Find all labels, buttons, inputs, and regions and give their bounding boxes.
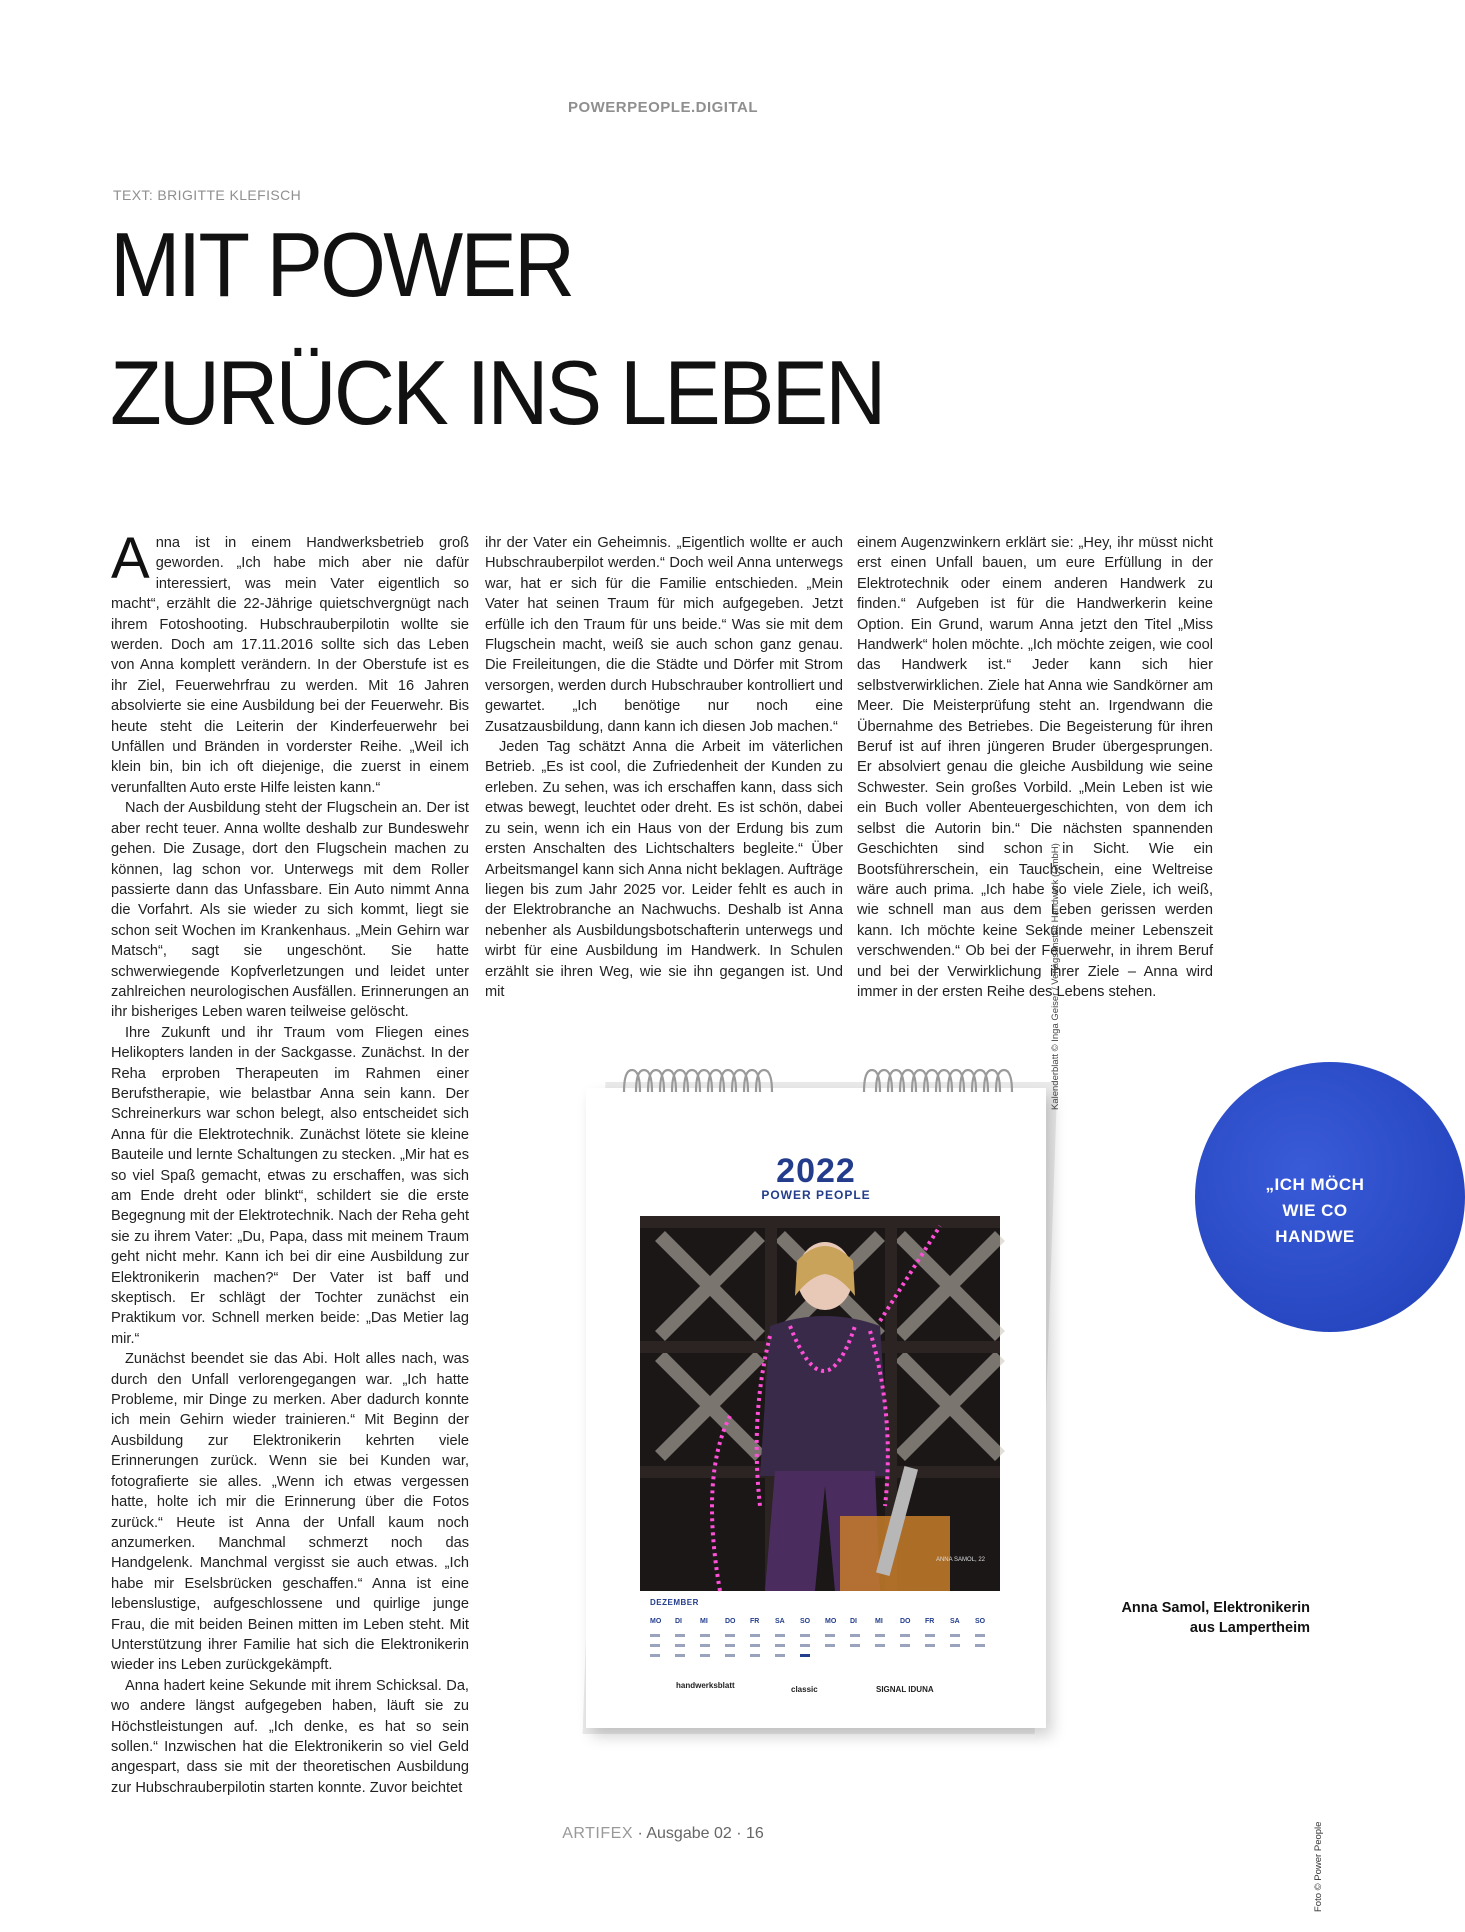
image-caption: Anna Samol, Elektronikerin aus Lampertheim (1121, 1600, 1310, 1636)
paragraph: ihr der Vater ein Geheimnis. „Eigentlich wollte er auch Hubschrauberpilot werden.“ Doch weil Anna unterwegs war, hat er sich für die Familie entschieden. „Mein Vater hat seinen Traum für mich aufgegeben. Jetzt erfülle ich den Traum für uns beide.“ Was sie mit dem Flugschein macht, weiß sie auch schon ganz genau. Die Freileitungen, die die Städte und Dörfer mit Strom versorgen, werden durch Hubschrauber kontrolliert und gewartet. „Ich benötige nur noch eine Zusatzausbildung, dann kann ich diesen Job machen.“ (485, 535, 843, 735)
paragraph: Nach der Ausbildung steht der Flugschein an. Der ist aber recht teuer. Anna wollte deshalb zur Bundeswehr gehen. Die Zusage, dort den Flugschein machen zu können, lag schon vor. Unterwegs mit dem Roller passierte dann das Unfassbare. Ein Auto nimmt Anna die Vorfahrt. Als sie wieder zu sich kommt, liegt sie schon seit Wochen im Krankenhaus. „Mein Gehirn war Matsch“, sagt sie ungeschönt. Sie hatte schwerwiegende Kopfverletzungen und leidet unter zahlreichen neurologischen Ausfällen. Erinnerungen an ihr bisheriges Leben waren teilweise gelöscht. (111, 800, 469, 1021)
paragraph: Anna ist in einem Handwerksbetrieb groß geworden. „Ich habe mich aber nie dafür interessiert, was mein Vater eigentlich so macht“, erzählt die 22-Jährige quietschvergnügt nach ihrem Fotoshooting. Hubschrauberpilotin wollte sie werden. Doch am 17.11.2016 sollte sich das Leben von Anna komplett verändern. In der Oberstufe ist es ihr Ziel, Feuerwehrfrau zu werden. Mit 16 Jahren absolvierte sie eine Ausbildung bei der Feuerwehr. Bis heute steht die Leiterin der Kinderfeuerwehr bei Unfällen und Bränden in vorderster Reihe. „Weil ich klein bin, bin ich oft diejenige, die zuerst in einem verunfallten Auto erste Hilfe leisten kann.“ (111, 526, 469, 796)
weekday-label: SO (800, 1618, 811, 1625)
headline-line-2: ZURÜCK INS LEBEN (110, 343, 884, 444)
calendar-sponsors (676, 1673, 976, 1703)
calendar-image (584, 1062, 1054, 1737)
page-footer (0, 1825, 1326, 1843)
weekday-label: DI (850, 1618, 857, 1625)
article-column-2 (485, 533, 843, 1002)
drop-cap: A (111, 526, 150, 591)
weekday-label: MI (875, 1618, 883, 1625)
article-column-3 (857, 533, 1213, 1002)
headline-line-1: MIT POWER (110, 215, 573, 316)
weekday-label: MO (825, 1618, 837, 1625)
calendar-photo-illustration (640, 1216, 1000, 1591)
weekday-label: DO (725, 1618, 736, 1625)
calendar-day-numbers (650, 1628, 1000, 1664)
pull-quote-circle (1195, 1062, 1465, 1332)
weekday-label: MI (700, 1618, 708, 1625)
section-kicker: POWERPEOPLE.DIGITAL (567, 99, 759, 116)
weekday-label: DO (900, 1618, 911, 1625)
weekday-label: SA (950, 1618, 960, 1625)
photo-credit: Kalenderblatt © Inga Geiser / Verlagsanstalt Handwerk (GmbH) (1050, 843, 1061, 1110)
calendar-photo-name: ANNA SAMOL, 22 (935, 1557, 985, 1563)
paragraph: Ihre Zukunft und ihr Traum vom Fliegen eines Helikopters landen in der Sackgasse. Zunächst. In der Reha erproben Therapeuten im Rahmen einer Berufstherapie, wie belastbar Anna sein kann. Der Schreinerkurs war schon belegt, also entscheidet sich Anna für die Elektrotechnik. Zunächst lötete sie kleine Bauteile und lernte Schaltungen zu stecken. „Mir hat es so viel Spaß gemacht, etwas zu erschaffen, was sich am Ende dreht oder blinkt“, schildert sie die erste Begegnung mit der Elektrotechnik. Nach der Reha geht sie zu ihrem Vater: „Du, Papa, dass mit meinem Traum geht nicht mehr. Kann ich bei dir eine Ausbildung zur Elektronikerin machen?“ Der Vater ist baff und skeptisch. Er schlägt der Tochter zunächst ein Praktikum vor. Schnell merken beide: „Das Metier lag mir.“ (111, 1024, 469, 1347)
weekday-label: SA (775, 1618, 785, 1625)
weekday-label: DI (675, 1618, 682, 1625)
foto-credit: Foto © Power People (1313, 1821, 1324, 1912)
weekday-label: FR (750, 1618, 760, 1625)
article-column-1 (111, 526, 469, 1798)
calendar-photo (640, 1216, 1000, 1591)
weekday-label: FR (925, 1618, 935, 1625)
magazine-name: ARTIFEX (562, 1825, 633, 1842)
calendar-month: DEZEMBER (650, 1598, 699, 1607)
calendar-year: 2022 (776, 1152, 856, 1190)
weekday-label: MO (650, 1618, 662, 1625)
sponsor-logo: handwerksblatt (676, 1681, 735, 1690)
issue-page: · Ausgabe 02 · 16 (637, 1825, 764, 1842)
paragraph: Anna hadert keine Sekunde mit ihrem Schicksal. Da, wo andere längst aufgegeben haben, läuft sie zu Höchstleistungen auf. „Ich denke, es hat so sein sollen.“ Inzwischen hat die Elektronikerin so viel Geld angespart, dass sie mit der theoretischen Ausbildung zur Hubschrauberpilotin starten konnte. Zuvor beichtet (111, 1677, 469, 1796)
pull-quote: „ICH MÖCH WIE CO HANDWE (1265, 1175, 1365, 1246)
calendar-spiral-binding (614, 1062, 1024, 1102)
paragraph: Zunächst beendet sie das Abi. Holt alles nach, was durch den Unfall verlorengegangen war. „Ich hatte Probleme, mir Dinge zu merken. Aber dadurch konnte ich mein Gehirn wieder trainieren.“ Mit Beginn der Ausbildung zur Elektronikerin kehrten viele Erinnerungen zurück. Wenn sie bei Kunden war, fotografierte sie alles. „Wenn ich etwas vergessen hatte, holte ich mir die Erinnerung über die Fotos zurück.“ Heute ist Anna der Unfall kaum noch anzumerken. Manchmal schmerzt noch das Handgelenk. Manchmal vergisst sie auch etwas. „Ich habe mir Eselsbrücken geschaffen.“ Anna ist eine lebenslustige, aufgeschlossene und quirlige junge Frau, die mit beiden Beinen mitten im Leben steht. Mit Unterstützung ihrer Familie hat sich die Elektronikerin wieder ins Leben zurückgekämpft. (111, 1351, 469, 1674)
sponsor-logo: classic (791, 1685, 818, 1694)
weekday-label: SO (975, 1618, 986, 1625)
sponsor-logo: SIGNAL IDUNA (876, 1685, 934, 1694)
calendar-page (586, 1088, 1046, 1728)
byline: TEXT: BRIGITTE KLEFISCH (113, 187, 302, 203)
paragraph: Jeden Tag schätzt Anna die Arbeit im väterlichen Betrieb. „Es ist cool, die Zufriedenheit der Kunden zu erleben. Zu sehen, was ich erschaffen kann, dass sich etwas bewegt, leuchtet oder dreht. Es ist schön, dabei zu sein, wenn ich ein Haus von der Erdung bis zum ersten Anschalten des Lichtschalters begleite.“ Über Arbeitsmangel kann sich Anna nicht beklagen. Aufträge liegen bis zum Jahr 2025 vor. Leider fehlt es auch in der Elektrobranche an Nachwuchs. Deshalb ist Anna nebenher als Ausbildungsbotschafterin unterwegs und wirbt für eine Ausbildung im Handwerk. In Schulen erzählt sie ihren Weg, wie sie ihn gegangen ist. Und mit (485, 739, 843, 1000)
calendar-grid (650, 1610, 1000, 1669)
calendar-brand: POWER PEOPLE (761, 1188, 871, 1202)
paragraph: einem Augenzwinkern erklärt sie: „Hey, ihr müsst nicht erst einen Unfall bauen, um eure Erfüllung in der Elektrotechnik oder einem anderen Handwerk zu finden.“ Aufgeben ist für die Handwerkerin keine Option. Ein Grund, warum Anna jetzt den Titel „Miss Handwerk“ holen möchte. „Ich möchte zeigen, wie cool das Handwerk ist.“ Jeder kann sich hier selbstverwirklichen. Ziele hat Anna wie Sandkörner am Meer. Die Meisterprüfung steht an. Irgendwann die Übernahme des Betriebes. Die Begeisterung für ihren Beruf ist auf ihren jüngeren Bruder übergesprungen. Er absolviert genau die gleiche Ausbildung wie seine Schwester. Sein großes Vorbild. „Mein Leben ist wie ein Buch voller Abenteuergeschichten, von dem ich selbst die Autorin bin.“ Die nächsten spannenden Geschichten sind schon in Sicht. Wie ein Bootsführerschein, ein Tauchschein, eine Weltreise wäre auch prima. „Ich habe so viele Ziele, ich weiß, wie schnell man aus dem Leben gerissen werden kann. Ich möchte keine Sekunde meiner Lebenszeit verschwenden.“ Ob bei der Feuerwehr, in ihrem Beruf und bei der Verwirklichung ihrer Ziele – Anna wird immer in der ersten Reihe des Lebens stehen. (857, 535, 1213, 1000)
